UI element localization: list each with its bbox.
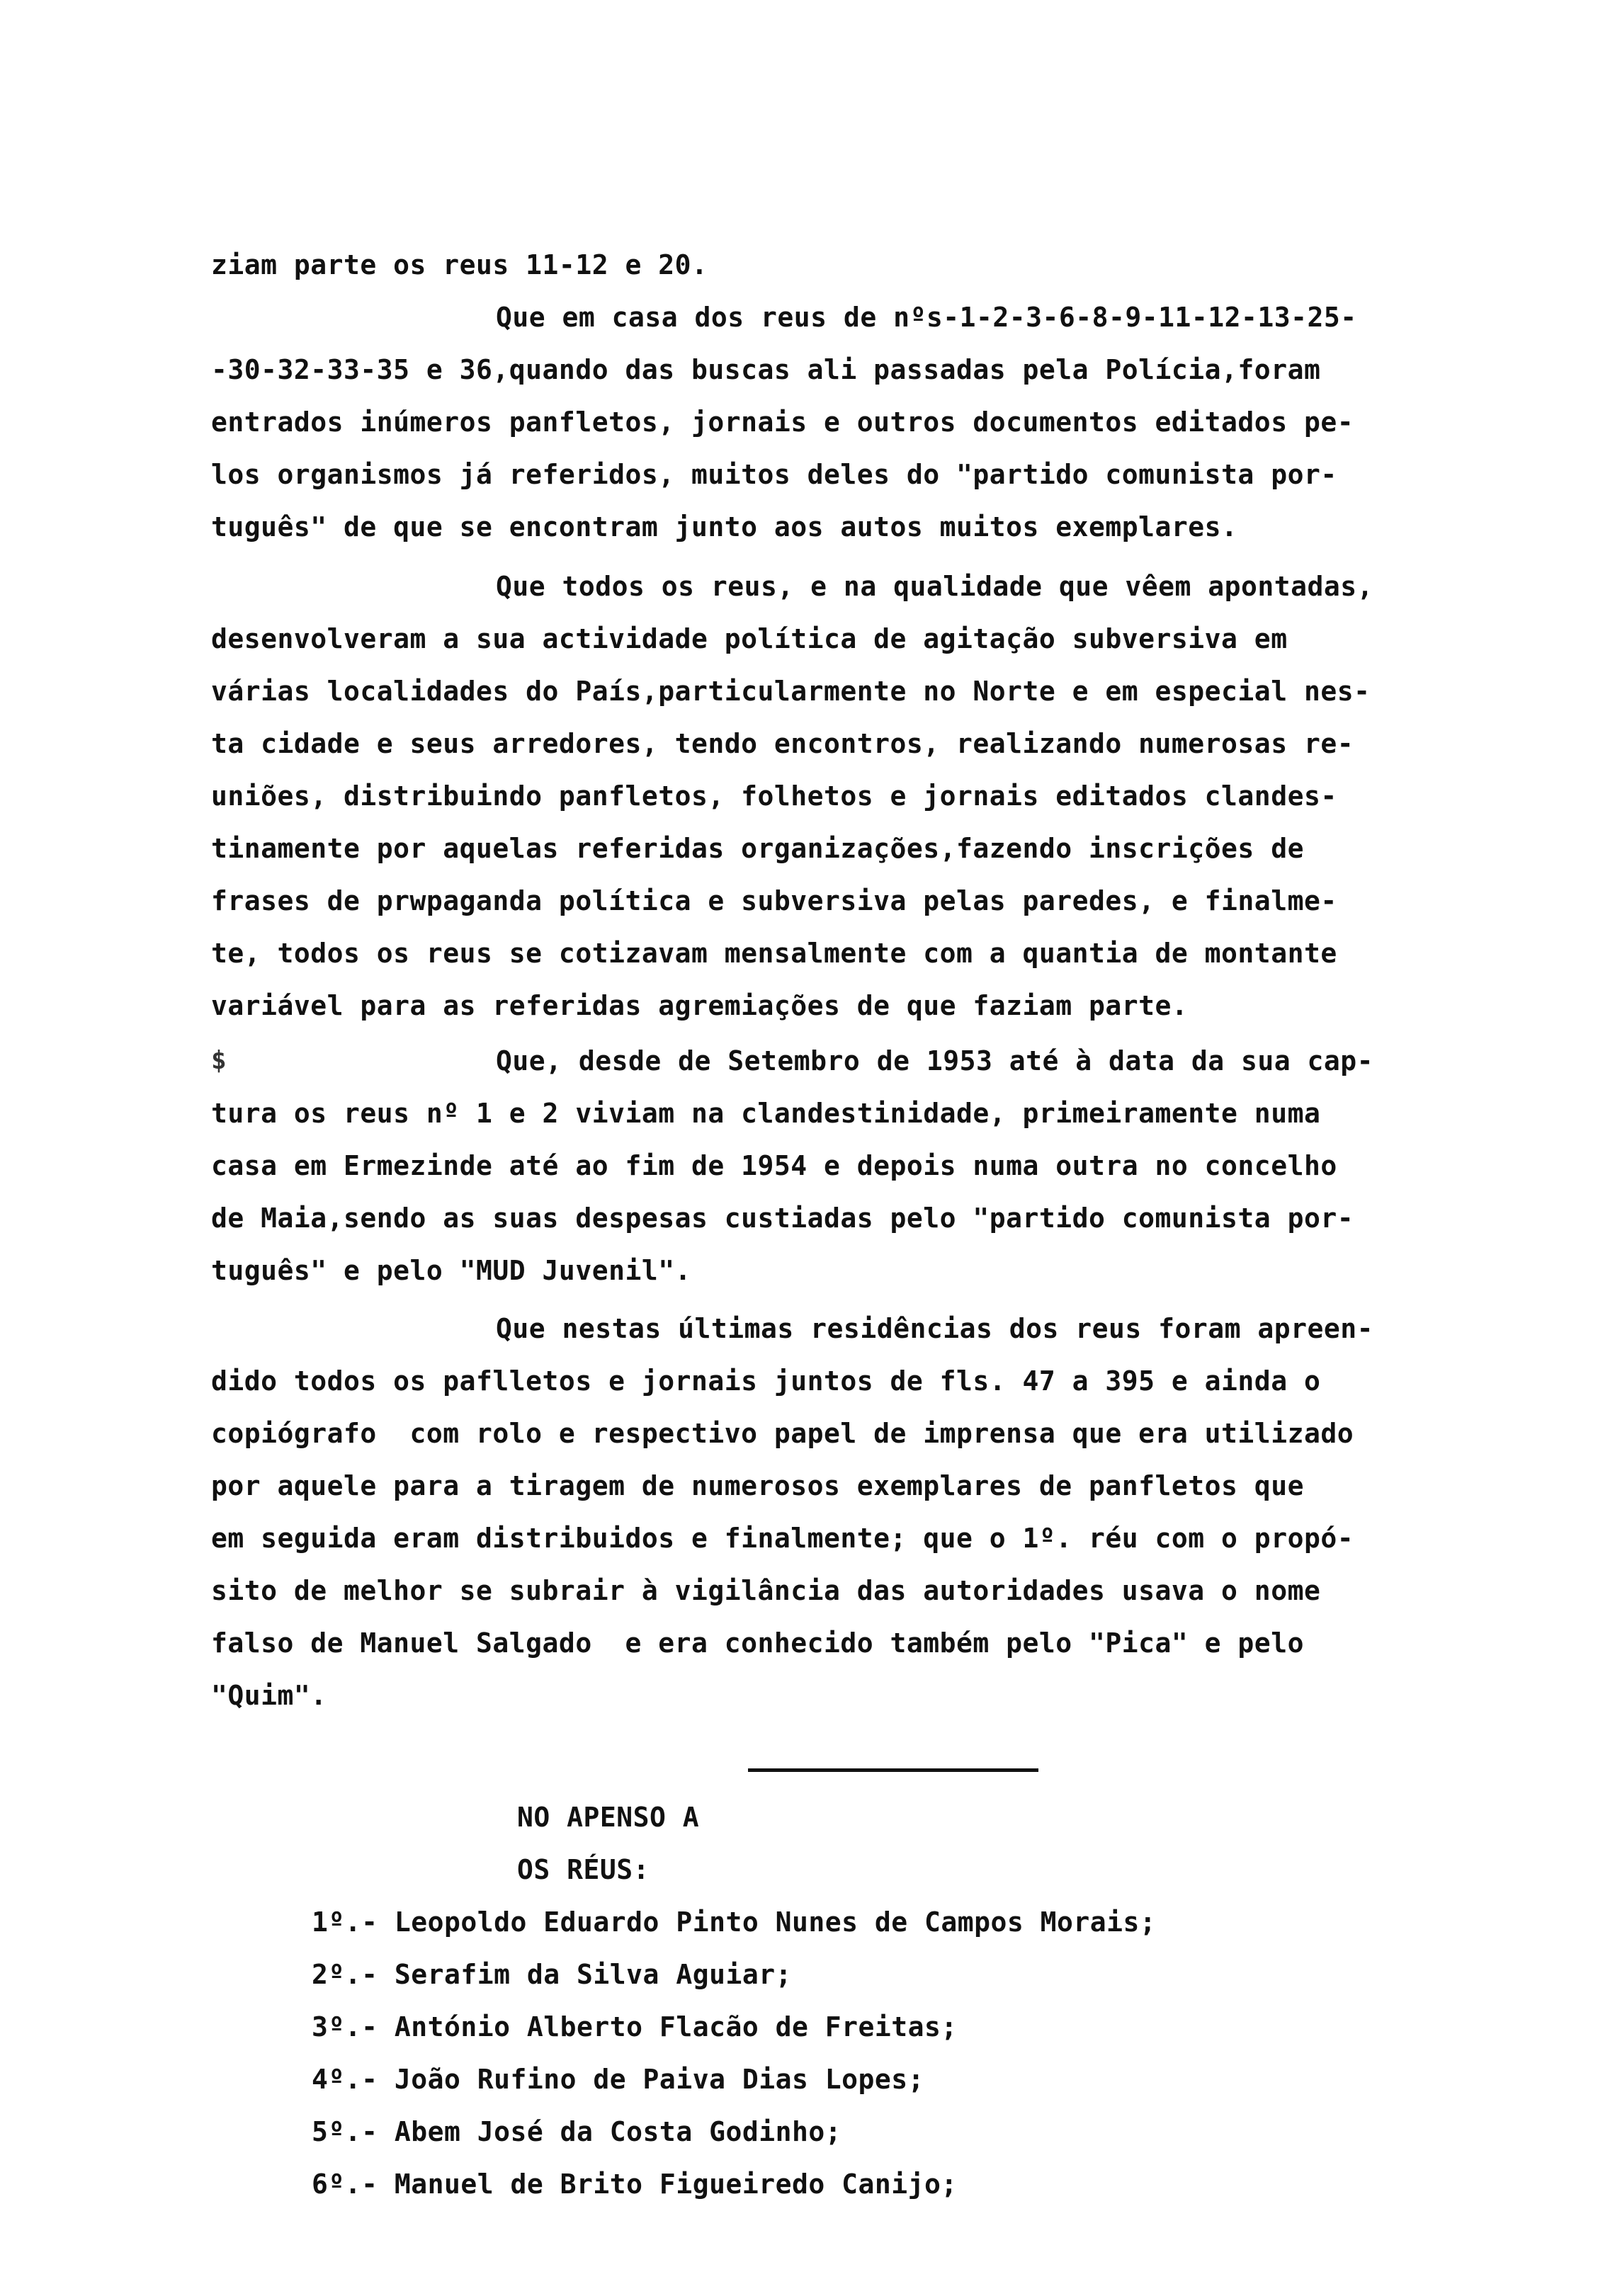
paragraph-line: copiógrafo com rolo e respectivo papel de imprensa que era utilizado <box>211 1418 1354 1449</box>
paragraph-line: sito de melhor se subrair à vigilância das autoridades usava o nome <box>211 1575 1321 1606</box>
paragraph-line: "Quim". <box>211 1680 327 1711</box>
paragraph-line: em seguida eram distribuidos e finalmente; que o 1º. réu com o propó- <box>211 1523 1354 1554</box>
paragraph-line: ziam parte os reus 11-12 e 20. <box>211 249 708 280</box>
paragraph-line: variável para as referidas agremiações de que faziam parte. <box>211 990 1189 1021</box>
reu-list-item: 2º.- Serafim da Silva Aguiar; <box>312 1959 792 1990</box>
reu-list-item: 4º.- João Rufino de Paiva Dias Lopes; <box>312 2064 924 2095</box>
paragraph-line: tuguês" e pelo "MUD Juvenil". <box>211 1255 691 1286</box>
reu-list-item: 5º.- Abem José da Costa Godinho; <box>312 2116 842 2147</box>
reu-list-item: 3º.- António Alberto Flacão de Freitas; <box>312 2011 958 2042</box>
paragraph-line: -30-32-33-35 e 36,quando das buscas ali passadas pela Polícia,foram <box>211 354 1321 385</box>
reu-list-item: 1º.- Leopoldo Eduardo Pinto Nunes de Campos Morais; <box>312 1906 1157 1938</box>
reu-list-item: 6º.- Manuel de Brito Figueiredo Canijo; <box>312 2169 958 2200</box>
separator-rule <box>748 1768 1038 1772</box>
paragraph-line: Que nestas últimas residências dos reus foram apreen- <box>496 1313 1374 1344</box>
paragraph-line: desenvolveram a sua actividade política de agitação subversiva em <box>211 623 1288 654</box>
paragraph-line: tuguês" de que se encontram junto aos autos muitos exemplares. <box>211 511 1238 542</box>
paragraph-line: tura os reus nº 1 e 2 viviam na clandestinidade, primeiramente numa <box>211 1098 1321 1129</box>
paragraph-line: de Maia,sendo as suas despesas custiadas pelo "partido comunista por- <box>211 1203 1354 1234</box>
paragraph-line: frases de prwpaganda política e subversiva pelas paredes, e finalme- <box>211 885 1337 916</box>
reus-heading: OS RÉUS: <box>517 1854 650 1885</box>
paragraph-line: várias localidades do País,particularmente no Norte e em especial nes- <box>211 676 1371 707</box>
paragraph-line: Que todos os reus, e na qualidade que vêem apontadas, <box>496 571 1374 602</box>
paragraph-line: uniões, distribuindo panfletos, folhetos e jornais editados clandes- <box>211 780 1337 812</box>
paragraph-line: los organismos já referidos, muitos deles do "partido comunista por- <box>211 459 1337 490</box>
paragraph-line: por aquele para a tiragem de numerosos exemplares de panfletos que <box>211 1470 1304 1501</box>
paragraph-line: tinamente por aquelas referidas organizações,fazendo inscrições de <box>211 833 1304 864</box>
paragraph-line: entrados inúmeros panfletos, jornais e outros documentos editados pe- <box>211 407 1354 438</box>
margin-mark: $ <box>211 1046 227 1075</box>
apenso-heading: NO APENSO A <box>517 1802 700 1833</box>
paragraph-line: dido todos os paflletos e jornais juntos de fls. 47 a 395 e ainda o <box>211 1365 1321 1397</box>
paragraph-line: Que, desde de Setembro de 1953 até à data da sua cap- <box>496 1045 1374 1076</box>
paragraph-line: ta cidade e seus arredores, tendo encontros, realizando numerosas re- <box>211 728 1354 759</box>
paragraph-line: falso de Manuel Salgado e era conhecido também pelo "Pica" e pelo <box>211 1627 1304 1659</box>
paragraph-line: te, todos os reus se cotizavam mensalmente com a quantia de montante <box>211 938 1337 969</box>
paragraph-line: casa em Ermezinde até ao fim de 1954 e depois numa outra no concelho <box>211 1150 1337 1181</box>
paragraph-line: Que em casa dos reus de nºs-1-2-3-6-8-9-11-12-13-25- <box>496 302 1357 333</box>
